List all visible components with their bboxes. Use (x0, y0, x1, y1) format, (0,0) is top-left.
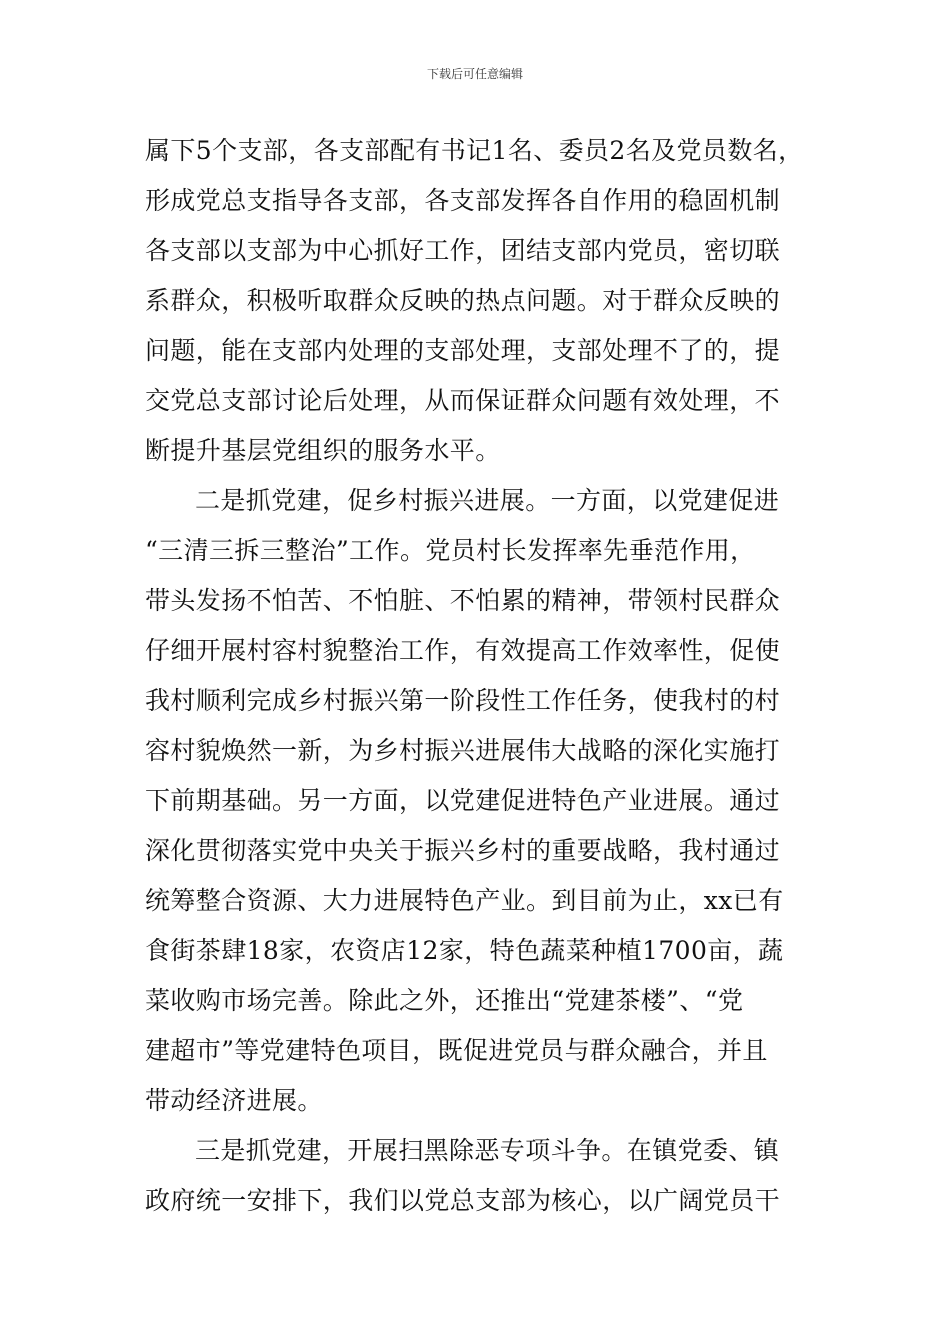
text-line: 容村貌焕然一新，为乡村振兴进展伟大战略的深化实施打 (145, 736, 781, 765)
text-line: 仔细开展村容村貌整治工作，有效提高工作效率性，促使 (145, 636, 781, 665)
page-header: 下载后可任意编辑 (426, 67, 523, 81)
text-line: 政府统一安排下，我们以党总支部为核心，以广阔党员干 (145, 1186, 781, 1215)
text-line: 带头发扬不怕苦、不怕脏、不怕累的精神，带领村民群众 (145, 586, 781, 615)
text-line: 交党总支部讨论后处理，从而保证群众问题有效处理，不 (145, 386, 781, 415)
text-line: 系群众，积极听取群众反映的热点问题。对于群众反映的 (145, 286, 781, 315)
document-body (145, 126, 810, 1226)
text-line: 下前期基础。另一方面，以党建促进特色产业进展。通过 (145, 786, 781, 815)
paragraph-start-line: 二是抓党建，促乡村振兴进展。一方面，以党建促进 (195, 486, 780, 515)
text-line: 菜收购市场完善。除此之外，还推出“党建茶楼”、“党 (145, 986, 744, 1015)
text-line: 我村顺利完成乡村振兴第一阶段性工作任务，使我村的村 (145, 686, 781, 715)
text-line: 断提升基层党组织的服务水平。 (145, 436, 501, 465)
text-line: 形成党总支指导各支部，各支部发挥各自作用的稳固机制 (145, 186, 781, 215)
text-line: 统筹整合资源、大力进展特色产业。到目前为止，xx已有 (145, 886, 784, 915)
text-line: 建超市”等党建特色项目，既促进党员与群众融合，并且 (145, 1036, 768, 1065)
text-line: “三清三拆三整治”工作。党员村长发挥率先垂范作用， (145, 536, 756, 565)
text-line: 属下5个支部，各支部配有书记1名、委员2名及党员数名， (145, 136, 804, 165)
text-line: 各支部以支部为中心抓好工作，团结支部内党员，密切联 (145, 236, 781, 265)
text-line: 带动经济进展。 (145, 1086, 323, 1115)
text-line: 食街茶肆18家，农资店12家，特色蔬菜种植1700亩，蔬 (145, 936, 784, 965)
text-line: 深化贯彻落实党中央关于振兴乡村的重要战略，我村通过 (145, 836, 781, 865)
paragraph-start-line: 三是抓党建，开展扫黑除恶专项斗争。在镇党委、镇 (195, 1136, 780, 1165)
text-line: 问题，能在支部内处理的支部处理，支部处理不了的，提 (145, 336, 781, 365)
